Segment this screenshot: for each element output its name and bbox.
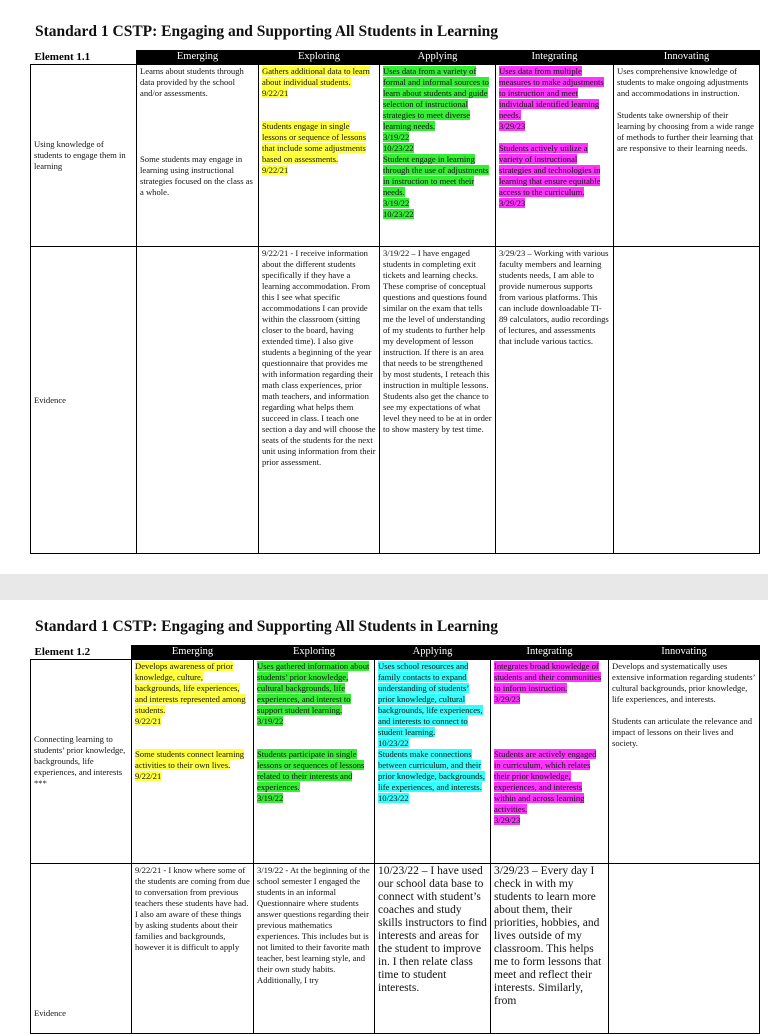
cell-applying bbox=[380, 65, 496, 247]
header-applying: Applying bbox=[375, 646, 491, 660]
cell-emerging bbox=[132, 660, 254, 864]
cell-exploring bbox=[259, 65, 380, 247]
exploring-date: 3/19/22 bbox=[257, 716, 284, 726]
innovating-description: Develops and systematically uses extensive information regarding students’ cultural backgrounds, prior knowledge, life experiences, and interests. bbox=[612, 661, 755, 704]
emerging-student-description: Some students may engage in learning using instructional strategies focused on the class as a whole. bbox=[140, 154, 253, 197]
rubric-table-element-1-1 bbox=[30, 50, 760, 554]
cell-integrating bbox=[491, 660, 609, 864]
element-label: Element 1.2 bbox=[31, 646, 132, 660]
exploring-student-date: 3/19/22 bbox=[257, 793, 284, 803]
evidence-applying: 3/19/22 – I have engaged students in completing exit tickets and learning checks. These comprise of conceptual questions and questions found similar on the exam that tells me the level of understanding of my students to further help my development of lesson instruction. If there is an area that needs to be strengthened by most students, I reteach this instruction in multiple lessons. Students also get the chance to see my expectations of what level they need to be at in order to show mastery by test time. bbox=[380, 247, 496, 554]
row-label-connecting-learning: Connecting learning to students’ prior knowledge, backgrounds, life experiences, and interests *** bbox=[31, 660, 132, 864]
header-integrating: Integrating bbox=[491, 646, 609, 660]
evidence-innovating bbox=[614, 247, 760, 554]
row-label-evidence: Evidence bbox=[31, 864, 132, 1034]
exploring-description: Uses gathered information about students’ prior knowledge, cultural backgrounds, life experiences, and interest to support student learning. bbox=[257, 661, 370, 715]
emerging-student-description: Some students connect learning activities to their own lives. bbox=[135, 749, 245, 770]
evidence-innovating bbox=[609, 864, 760, 1034]
evidence-applying: 10/23/22 – I have used our school data base to connect with student’s coaches and study skills instructors to find interests and areas for the student to improve in. I then relate class time to student interests. bbox=[375, 864, 491, 1034]
evidence-exploring: 9/22/21 - I receive information about the different students specifically if they have a learning accommodation. From this I see what specific accommodations I can provide within the classroom (sitting closer to the board, having extended time). I also give students a beginning of the year questionnaire that provides me with information regarding their math class experiences, prior math teachers, and information regarding what helps them succeed in class. I teach one section a day and will choose the seats of the students for the next unit using information from their prior assessment. bbox=[259, 247, 380, 554]
cell-emerging bbox=[137, 65, 259, 247]
evidence-emerging bbox=[137, 247, 259, 554]
exploring-student-date: 9/22/21 bbox=[262, 165, 289, 175]
exploring-date: 9/22/21 bbox=[262, 88, 289, 98]
rubric-table-element-1-2 bbox=[30, 645, 760, 1034]
header-exploring: Exploring bbox=[254, 646, 375, 660]
applying-date: 10/23/22 bbox=[378, 738, 409, 748]
cell-exploring bbox=[254, 660, 375, 864]
page-break bbox=[0, 574, 768, 600]
header-exploring: Exploring bbox=[259, 51, 380, 65]
cell-innovating bbox=[614, 65, 760, 247]
standard-title-1: Standard 1 CSTP: Engaging and Supporting All Students in Learning bbox=[35, 23, 498, 40]
emerging-date: 9/22/21 bbox=[135, 716, 162, 726]
integrating-description: Uses data from multiple measures to make adjustments to instruction and meet individual identified learning needs. bbox=[499, 66, 604, 120]
integrating-date: 3/29/23 bbox=[499, 121, 526, 131]
applying-student-description: Student engage in learning through the use of adjustments in instruction to meet their needs. bbox=[383, 154, 489, 197]
integrating-description: Integrates broad knowledge of students and their communities to inform instruction. bbox=[494, 661, 602, 693]
evidence-exploring: 3/19/22 - At the beginning of the school semester I engaged the students in an informal Questionnaire where students answer questions regarding their previous mathematics experiences. This includes but is not limited to their favorite math teacher, best learning style, and their own study habits. Additionally, I try bbox=[254, 864, 375, 1034]
row-label-evidence: Evidence bbox=[31, 247, 137, 554]
cell-integrating bbox=[496, 65, 614, 247]
innovating-student-description: Students can articulate the relevance and impact of lessons on their lives and society. bbox=[612, 716, 753, 748]
header-emerging: Emerging bbox=[137, 51, 259, 65]
cell-applying bbox=[375, 660, 491, 864]
row-label-using-knowledge: Using knowledge of students to engage them in learning bbox=[31, 65, 137, 247]
integrating-student-date: 3/29/23 bbox=[494, 815, 521, 825]
evidence-integrating: 3/29/23 – Working with various faculty members and learning students needs, I am able to provide numerous supports from various platforms. This can include downloadable TI-89 calculators, audio recordings of lectures, and assessments that include various tactics. bbox=[496, 247, 614, 554]
header-integrating: Integrating bbox=[496, 51, 614, 65]
integrating-date: 3/29/23 bbox=[494, 694, 521, 704]
applying-student-date: 10/23/22 bbox=[378, 793, 409, 803]
integrating-student-date: 3/29/23 bbox=[499, 198, 526, 208]
element-label: Element 1.1 bbox=[31, 51, 137, 65]
header-innovating: Innovating bbox=[614, 51, 760, 65]
exploring-student-description: Students engage in single lessons or sequence of lessons that include some adjustments based on assessments. bbox=[262, 121, 367, 164]
header-emerging: Emerging bbox=[132, 646, 254, 660]
exploring-description: Gathers additional data to learn about individual students. bbox=[262, 66, 370, 87]
emerging-student-date: 9/22/21 bbox=[135, 771, 162, 781]
emerging-description: Learns about students through data provided by the school and/or assessments. bbox=[140, 66, 244, 98]
integrating-student-description: Students are actively engaged in curriculum, which relates their prior knowledge, experiences, and interests within and across learning activities. bbox=[494, 749, 597, 814]
applying-description: Uses data from a variety of formal and informal sources to learn about students and guide selection of instructional strategies to meet diverse learning needs. bbox=[383, 66, 489, 131]
applying-student-description: Students make connections between curriculum, and their prior knowledge, backgrounds, life experiences, and interests. bbox=[378, 749, 485, 792]
applying-date-1: 3/19/22 bbox=[383, 132, 410, 142]
exploring-student-description: Students participate in single lessons or sequences of lessons related to their interests and experiences. bbox=[257, 749, 365, 792]
innovating-student-description: Students take ownership of their learning by choosing from a wide range of methods to further their learning that are responsive to their learning needs. bbox=[617, 110, 754, 153]
innovating-description: Uses comprehensive knowledge of students to make ongoing adjustments and accommodations in instruction. bbox=[617, 66, 749, 98]
applying-description: Uses school resources and family contacts to expand understanding of students’ prior knowledge, cultural backgrounds, life experiences, and interests to connect to student learning. bbox=[378, 661, 483, 737]
standard-title-2: Standard 1 CSTP: Engaging and Supporting All Students in Learning bbox=[35, 618, 498, 635]
applying-student-date-2: 10/23/22 bbox=[383, 209, 414, 219]
header-innovating: Innovating bbox=[609, 646, 760, 660]
applying-student-date-1: 3/19/22 bbox=[383, 198, 410, 208]
header-applying: Applying bbox=[380, 51, 496, 65]
evidence-emerging: 9/22/21 - I know where some of the students are coming from due to conversation from previous teachers these students have had. I also am aware of these things by asking students about their families and backgrounds, however it is difficult to apply bbox=[132, 864, 254, 1034]
applying-date-2: 10/23/22 bbox=[383, 143, 414, 153]
integrating-student-description: Students actively utilize a variety of instructional strategies and technologies in learning that ensure equitable access to the curriculum. bbox=[499, 143, 601, 197]
evidence-integrating: 3/29/23 – Every day I check in with my students to learn more about them, their priorities, hobbies, and lives outside of my classroom. This helps me to form lessons that meet and reflect their interests. Similarly, from bbox=[491, 864, 609, 1034]
emerging-description: Develops awareness of prior knowledge, culture, backgrounds, life experiences, and interests represented among students. bbox=[135, 661, 246, 715]
cell-innovating bbox=[609, 660, 760, 864]
